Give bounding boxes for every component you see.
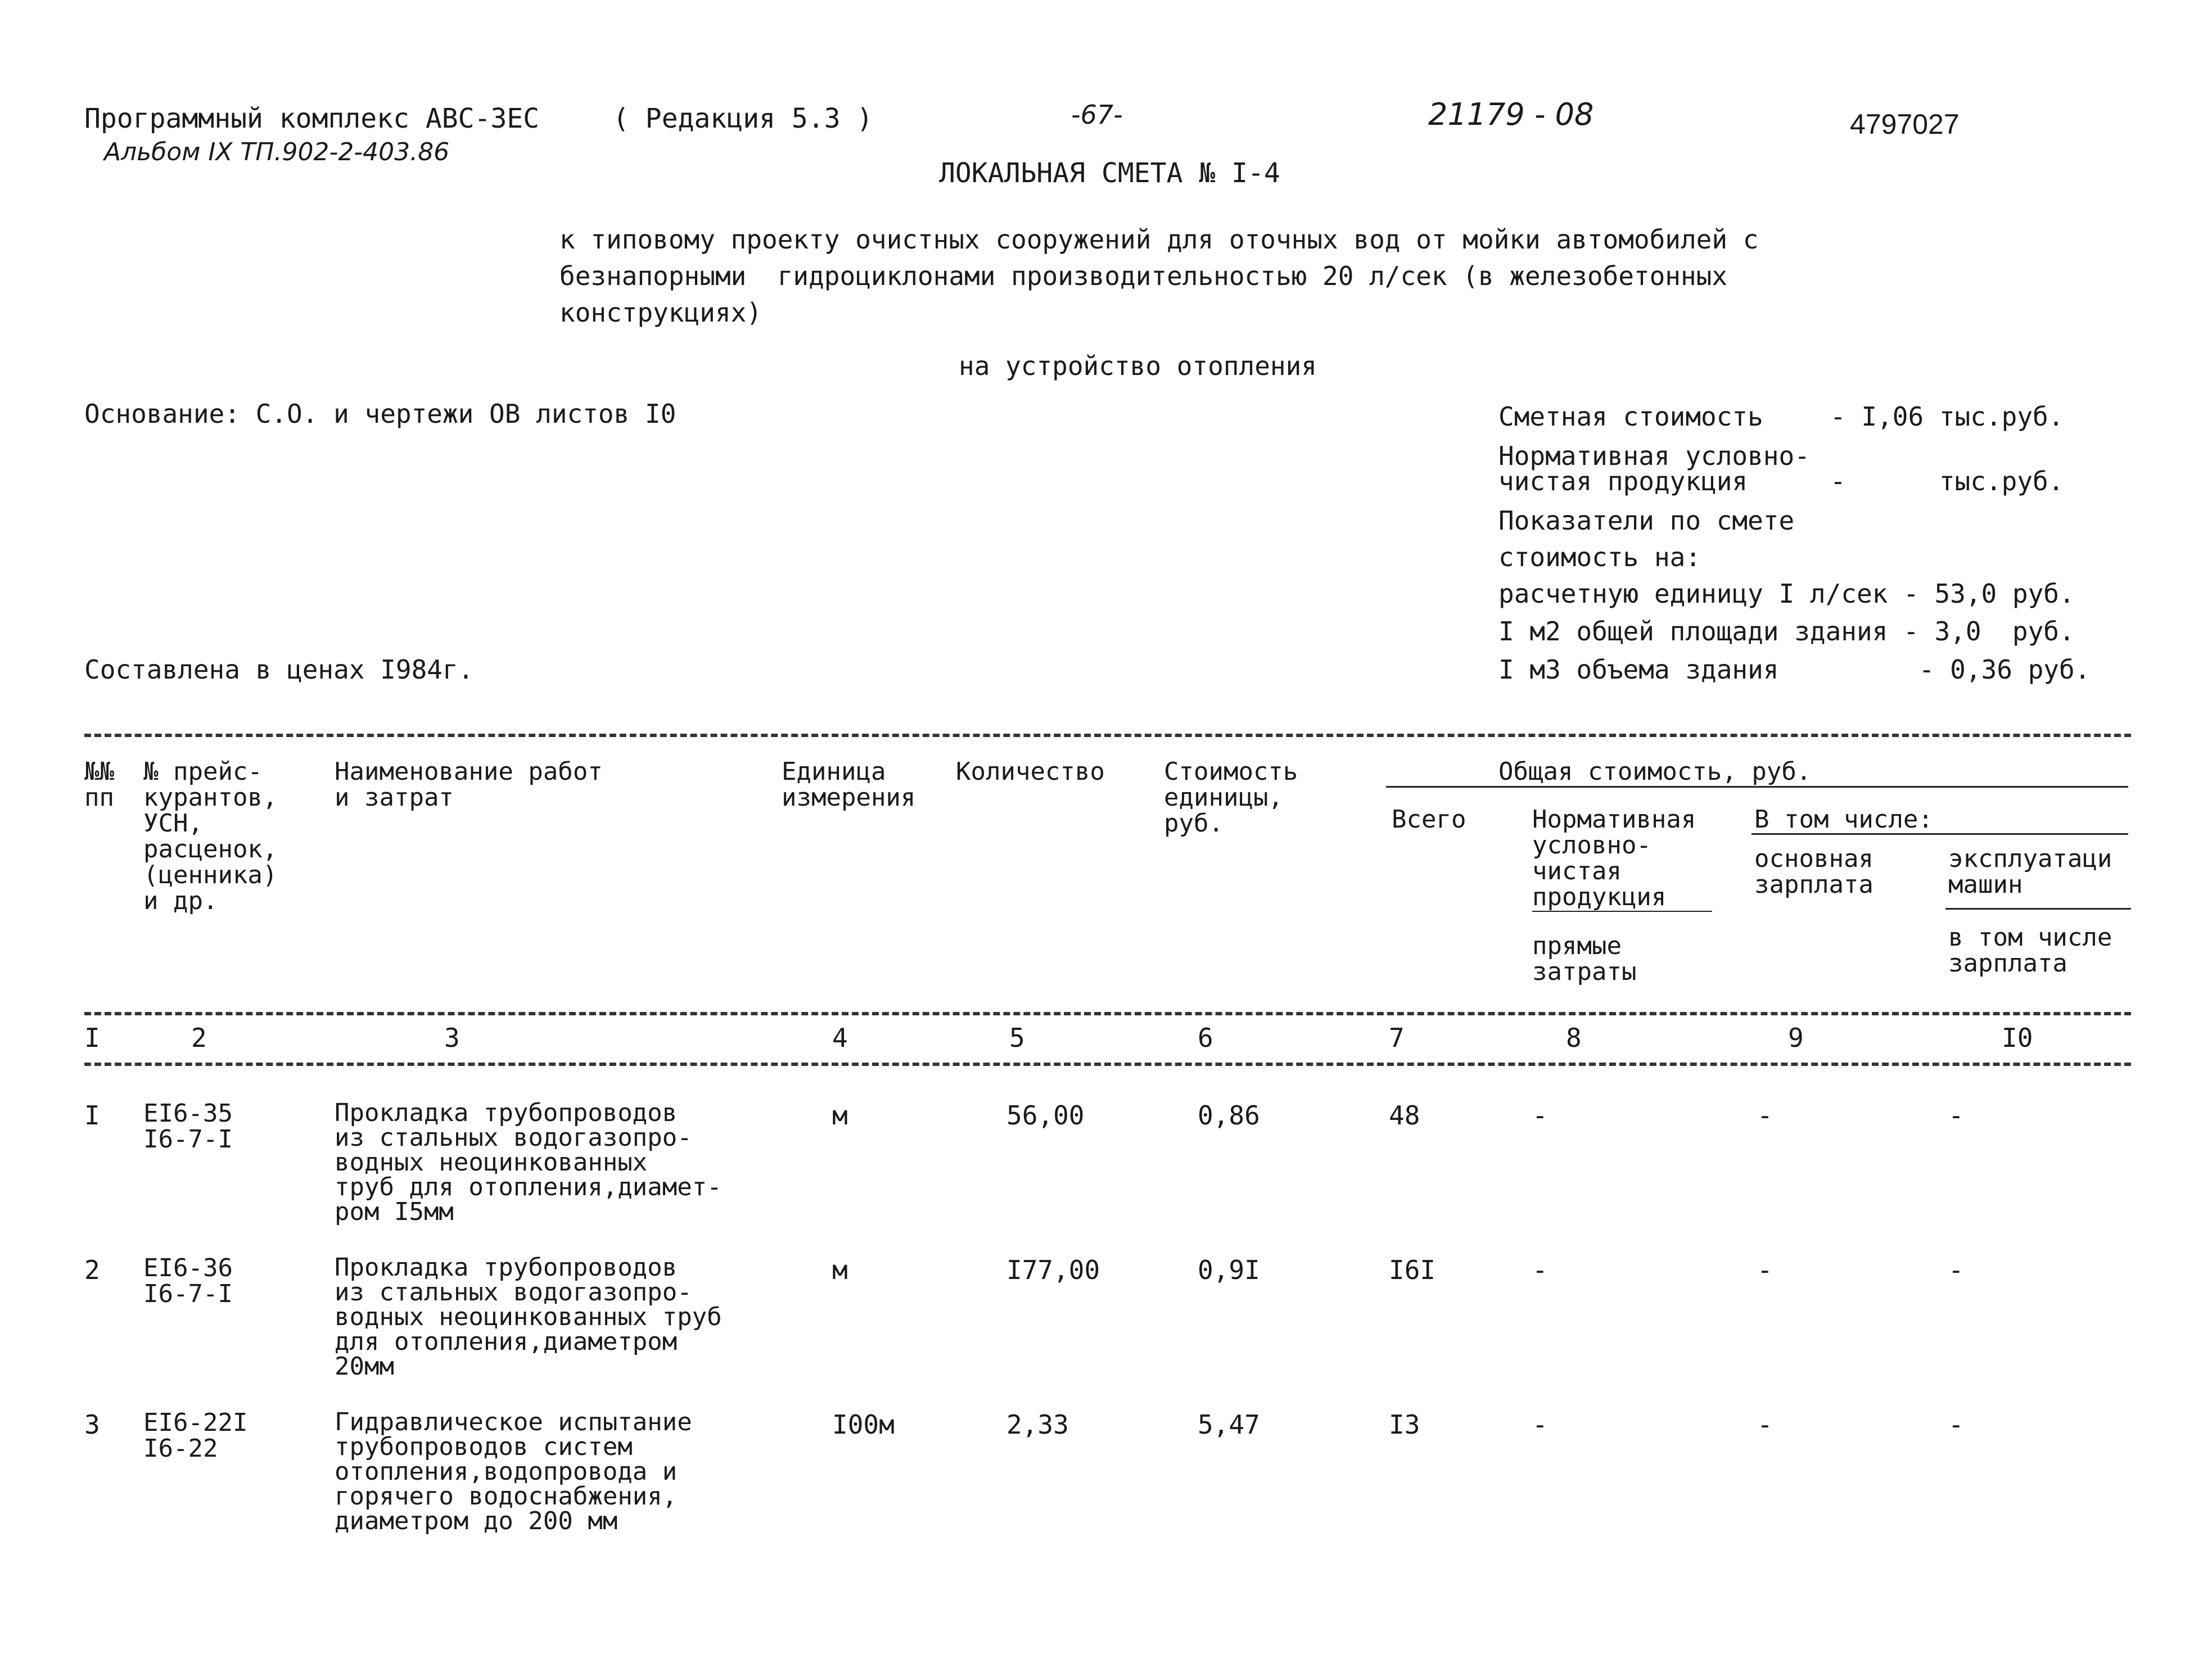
row-unit: м	[832, 1255, 848, 1285]
col-header-7: Всего	[1392, 805, 1466, 834]
intro-line-1: к типовому проекту очистных сооружений для оточных вод от мойки автомобилей с	[559, 224, 1759, 255]
cost-value: - I,06 тыс.руб.	[1830, 401, 2064, 432]
col-header-4: Единица измерения	[782, 757, 916, 812]
row-col8: -	[1532, 1100, 1548, 1131]
stamp-number: 4797027	[1850, 109, 1960, 140]
row-col10: -	[1948, 1100, 1964, 1131]
col-number: 6	[1198, 1023, 1213, 1053]
col-header-9: основная зарплата	[1754, 844, 1874, 899]
row-code: EI6-36 I6-7-I	[143, 1254, 233, 1308]
compiled-line: Составлена в ценах I984г.	[84, 654, 474, 685]
per-unit: расчетную единицу I л/сек - 53,0 руб.	[1498, 579, 2075, 609]
col-header-2: № прейс- курантов, УСН, расценок, (ценника) и др.	[143, 757, 278, 915]
row-code: EI6-35 I6-7-I	[143, 1099, 233, 1154]
col-header-8b: прямые затраты	[1532, 932, 1637, 986]
row-col8: -	[1532, 1409, 1548, 1440]
col-header-10a: эксплуатаци машин	[1948, 844, 2112, 899]
row-name: Прокладка трубопроводов из стальных водогазопро- водных неоцинкованных труб для отопления,диамет- ром I5мм	[335, 1099, 722, 1226]
col-number: I0	[2002, 1023, 2033, 1053]
group-rule	[1386, 786, 2128, 788]
intro-line-2: безнапорными гидроциклонами производительностью 20 л/сек (в железобетонных	[559, 261, 1728, 291]
row-qty: 2,33	[1006, 1409, 1069, 1440]
row-total: I6I	[1389, 1255, 1436, 1285]
page-number: -67-	[1071, 100, 1123, 130]
row-col9: -	[1757, 1100, 1773, 1131]
col-header-10b: в том числе зарплата	[1948, 923, 2112, 978]
cost-label: Сметная стоимость	[1498, 401, 1763, 432]
row-number: 2	[84, 1255, 100, 1285]
table-top-rule	[84, 734, 2131, 737]
col-10-rule	[1945, 908, 2131, 910]
estimate-title: ЛОКАЛЬНАЯ СМЕТА № I-4	[939, 157, 1280, 189]
col-header-5: Количество	[956, 757, 1105, 786]
row-col9: -	[1757, 1255, 1773, 1285]
row-col10: -	[1948, 1409, 1964, 1440]
sub-group-rule	[1751, 833, 2128, 835]
row-name: Гидравлическое испытание трубопроводов систем отопления,водопровода и горячего водоснабжения, диаметром до 200 мм	[335, 1408, 692, 1535]
edition-label: ( Редакция 5.3 )	[613, 103, 873, 134]
col-number: 5	[1009, 1023, 1025, 1053]
basis-line: Основание: С.О. и чертежи ОВ листов I0	[84, 399, 676, 429]
col-number: I	[84, 1023, 100, 1053]
row-unit: м	[832, 1100, 848, 1131]
row-qty: I77,00	[1006, 1255, 1100, 1285]
col-header-6: Стоимость единицы, руб.	[1164, 757, 1298, 838]
row-col9: -	[1757, 1409, 1773, 1440]
group-header: Общая стоимость, руб.	[1498, 757, 1812, 786]
row-price: 5,47	[1198, 1409, 1260, 1440]
row-price: 0,86	[1198, 1100, 1260, 1131]
intro-line-3: конструкциях)	[559, 297, 762, 328]
album-note: Альбом IX ТП.902-2-403.86	[104, 138, 450, 166]
row-unit: I00м	[832, 1409, 895, 1440]
per-volume: I м3 объема здания - 0,36 руб.	[1498, 654, 2091, 685]
col-number: 2	[191, 1023, 207, 1053]
row-price: 0,9I	[1198, 1255, 1260, 1285]
col-number: 4	[832, 1023, 848, 1053]
row-number: I	[84, 1100, 100, 1131]
header-bottom-rule	[84, 1012, 2131, 1015]
row-total: 48	[1389, 1100, 1420, 1131]
doc-code: 21179 - 08	[1428, 97, 1594, 132]
norm-label-1: Нормативная условно-	[1498, 441, 1810, 471]
program-name: Программный комплекс АВС-ЗЕС	[84, 103, 540, 134]
row-name: Прокладка трубопроводов из стальных водогазопро- водных неоцинкованных труб для отопления,диаметром 20мм	[335, 1253, 722, 1381]
col-header-3: Наименование работ и затрат	[335, 757, 603, 812]
col-number: 7	[1389, 1023, 1405, 1053]
row-col10: -	[1948, 1255, 1964, 1285]
col-header-8a: Нормативная условно- чистая продукция	[1532, 805, 1696, 911]
sub-group-header: В том числе:	[1754, 805, 1933, 834]
row-col8: -	[1532, 1255, 1548, 1285]
col-number: 8	[1566, 1023, 1582, 1053]
numbers-bottom-rule	[84, 1063, 2131, 1066]
col-8-rule	[1532, 911, 1712, 912]
indicators-sub: стоимость на:	[1498, 542, 1701, 572]
row-qty: 56,00	[1006, 1100, 1085, 1131]
norm-value: - тыс.руб.	[1830, 466, 2064, 496]
indicators-label: Показатели по смете	[1498, 505, 1795, 536]
row-number: 3	[84, 1409, 100, 1440]
purpose-line: на устройство отопления	[959, 351, 1317, 381]
col-number: 9	[1788, 1023, 1804, 1053]
per-area: I м2 общей площади здания - 3,0 руб.	[1498, 616, 2075, 647]
norm-label-2: чистая продукция	[1498, 466, 1748, 496]
col-number: 3	[444, 1023, 460, 1053]
row-total: I3	[1389, 1409, 1420, 1440]
col-header-1: №№ пп	[84, 757, 114, 812]
row-code: EI6-22I I6-22	[143, 1408, 248, 1463]
